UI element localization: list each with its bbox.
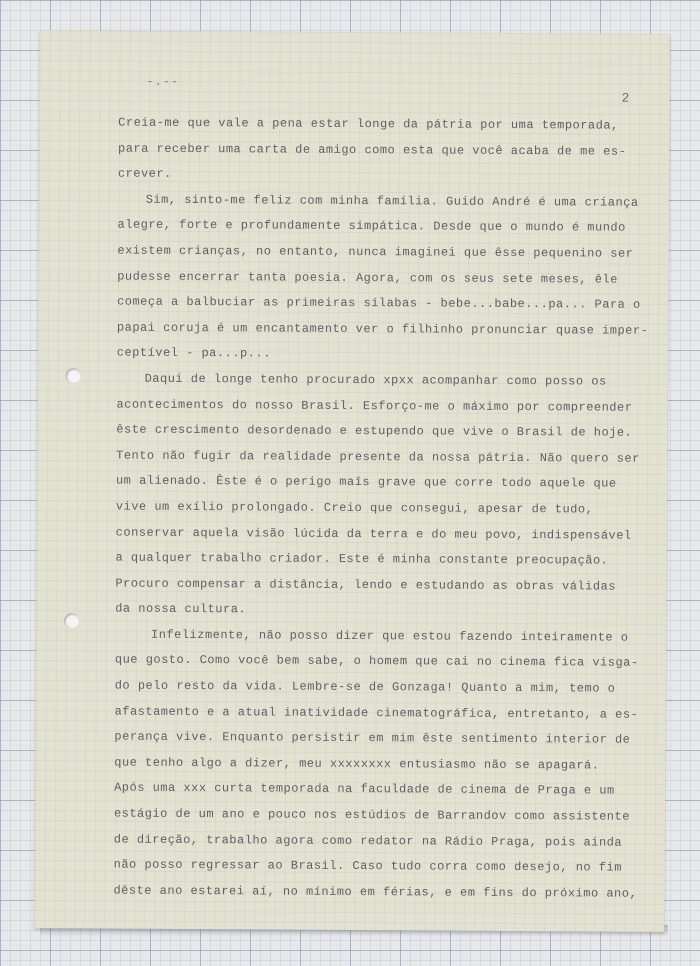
text-line: papai coruja é um encantamento ver o filhinho pronunciar quase imper-: [116, 320, 649, 338]
text-line: do pelo resto da vida. Lembre-se de Gonzaga! Quanto a mim, temo o: [114, 678, 616, 696]
text-line: ceptível - pa...p...: [116, 345, 271, 361]
text-line: um alienado. Êste é o perigo maîs grave que corre todo aquele que: [115, 473, 617, 491]
text-line: afastamento e a atual inatividade cinematográfica, entretanto, a es-: [114, 704, 639, 722]
letter-body: [113, 111, 658, 908]
text-line: que tenho algo a dizer, meu xxxxxxxx entusiasmo não se apagará.: [114, 755, 600, 773]
text-line: de direção, trabalho agora como redator na Rádio Praga, pois ainda: [113, 832, 623, 850]
text-line: acontecimentos do nosso Brasil. Esforço-me o máximo por compreender: [116, 397, 633, 415]
paragraph-start-line: Daqui de longe tenho procurado xpxx acompanhar como posso os: [144, 371, 607, 389]
top-mark: -.--: [146, 74, 180, 89]
text-line: Procuro compensar a distância, lendo e estudando as obras válidas: [115, 576, 616, 594]
text-line: crever.: [117, 166, 172, 182]
punch-hole-bottom: [64, 613, 79, 628]
typed-letter-page: [34, 30, 669, 932]
text-line: da nossa cultura.: [115, 601, 247, 617]
text-line: que gosto. Como você bem sabe, o homem que cai no cinema fica visga-: [114, 653, 639, 671]
text-line: Tento não fugir da realidade presente da nossa pátria. Não quero ser: [116, 448, 640, 466]
text-line: para receber uma carta de amigo como esta que você acaba de me es-: [117, 141, 627, 159]
text-line: não posso regressar ao Brasil. Caso tudo corra como desejo, no fim: [113, 857, 622, 875]
punch-hole-top: [66, 368, 81, 383]
text-line: a qualquer trabalho criador. Este é minha constante preocupação.: [115, 550, 609, 568]
text-line: existem crianças, no entanto, nunca imaginei que êsse pequenino ser: [117, 243, 634, 261]
text-line: alegre, forte e profundamente simpática. Desde que o mundo é mundo: [117, 217, 626, 236]
text-line: pudesse encerrar tanta poesia. Agora, com os seus sete meses, êle: [117, 269, 618, 287]
text-line: perança vive. Enquanto persistir em mim êste sentimento interior de: [114, 729, 631, 747]
paragraph-start-line: Infelizmente, não posso dizer que estou fazendo inteiramente o: [151, 627, 629, 645]
page-number: 2: [621, 90, 630, 106]
text-line: dêste ano estarei aí, no mínimo em férias, e em fins do próximo ano,: [113, 883, 638, 901]
text-line: êste crescimento desordenado e estupendo que vive o Brasil de hoje.: [116, 422, 633, 440]
text-line: Creia-me que vale a pena estar longe da pátria por uma temporada,: [118, 115, 619, 133]
paragraph-start-line: Sim, sinto-me feliz com minha família. Guido André é uma criança: [145, 192, 639, 210]
text-line: Após uma xxx curta temporada na faculdade de cinema de Praga e um: [114, 780, 615, 799]
text-line: estágio de um ano e pouco nos estúdios de Barrandov como assistente: [113, 806, 630, 824]
text-line: conservar aquela visão lúcida da terra e do meu povo, indispensável: [115, 525, 632, 543]
text-line: vive um exílio prolongado. Creio que consegui, apesar de tudo,: [115, 499, 594, 517]
text-line: começa a balbuciar as primeiras sílabas - bebe...babe...pa... Para o: [117, 294, 641, 312]
